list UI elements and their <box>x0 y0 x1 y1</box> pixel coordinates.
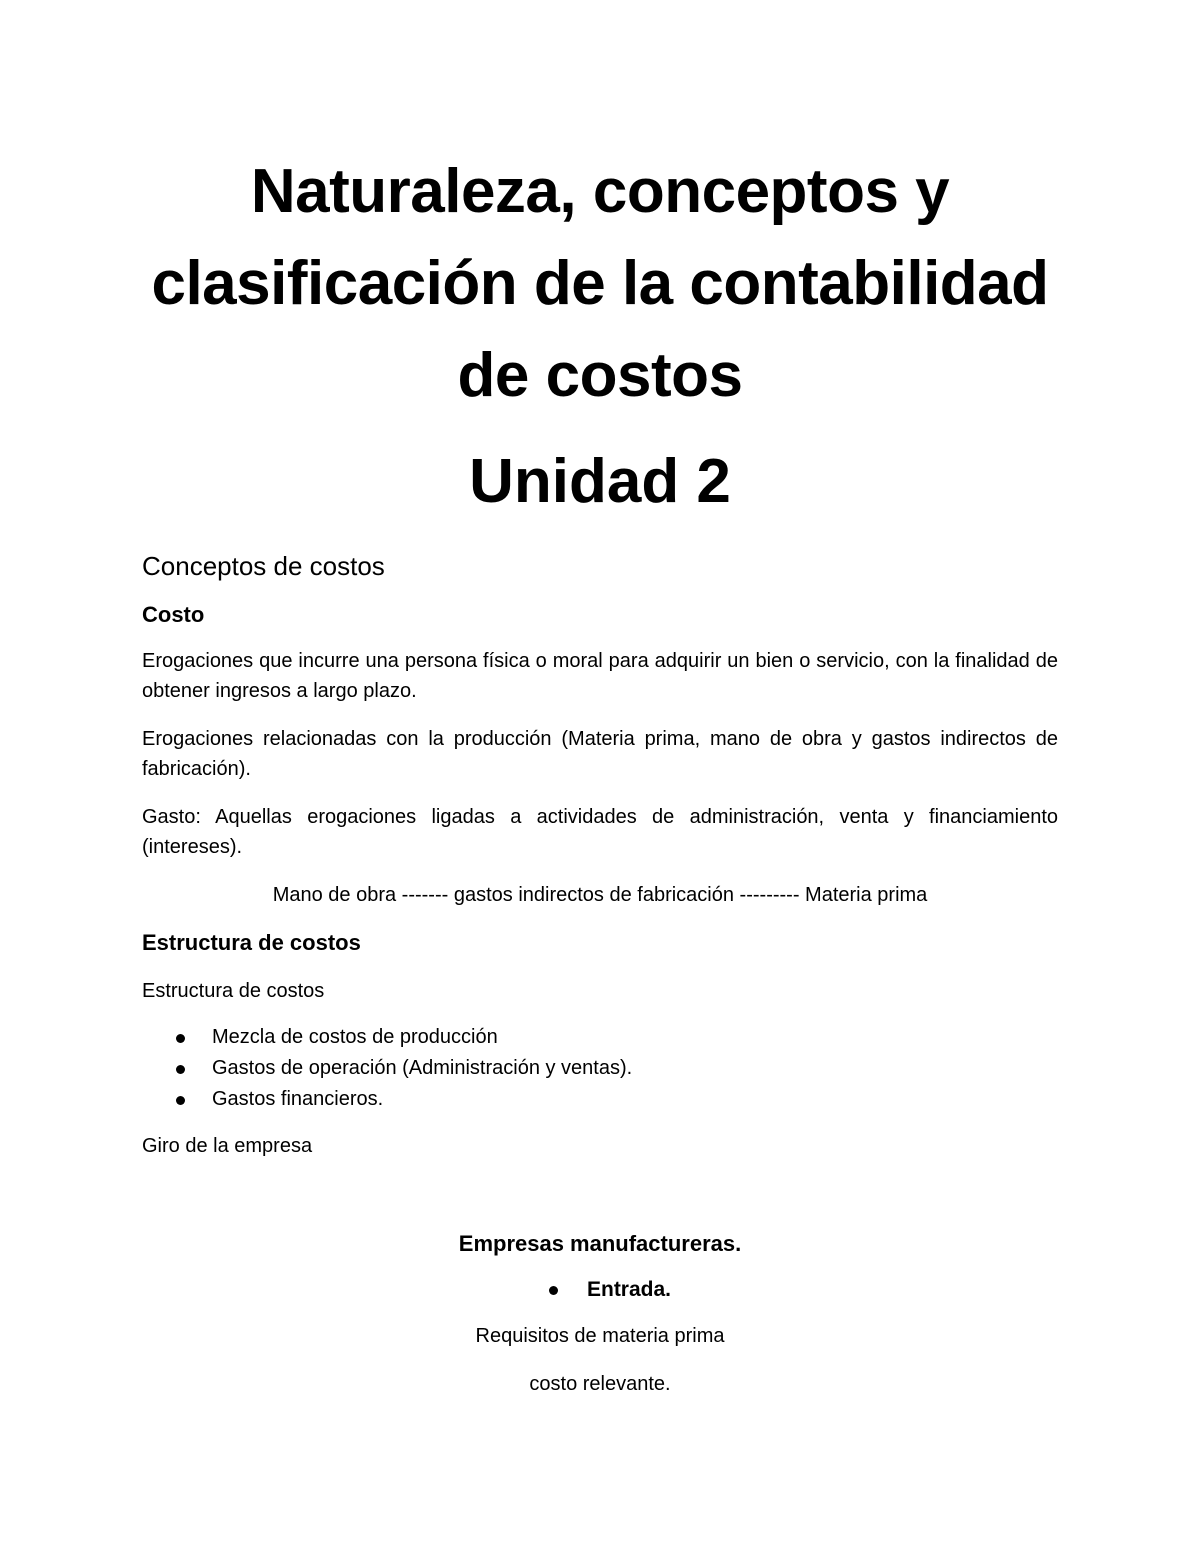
giro-text: Giro de la empresa <box>142 1135 313 1157</box>
title-line-1: Naturaleza, conceptos y <box>250 157 950 226</box>
unit-heading: Unidad 2 <box>469 447 731 516</box>
bullet-icon <box>549 1286 558 1295</box>
title-line-3: de costos <box>457 341 743 410</box>
list-item-text: Mezcla de costos de producción <box>212 1026 498 1048</box>
estructura-bullet-list <box>142 1022 1058 1115</box>
entrada-text: Entrada. <box>586 1278 672 1301</box>
entrada-bullet <box>549 1275 671 1305</box>
paragraph-produccion: Erogaciones relacionadas con la producción (Materia prima, mano de obra y gastos indirectos de fabricación). <box>142 728 1058 780</box>
estructura-subtitle: Estructura de costos <box>142 980 325 1002</box>
list-item-text: Gastos de operación (Administración y ventas). <box>212 1057 633 1079</box>
spacer <box>142 1177 1058 1229</box>
bullet-icon <box>176 1096 185 1105</box>
title-line-2: clasificación de la contabilidad <box>151 249 1049 318</box>
paragraph-costo-definition: Erogaciones que incurre una persona física o moral para adquirir un bien o servicio, con la finalidad de obtener ingresos a largo plazo. <box>142 650 1058 702</box>
estructura-heading: Estructura de costos <box>142 930 361 955</box>
requisitos-text: Requisitos de materia prima <box>475 1325 725 1347</box>
costo-heading: Costo <box>142 602 205 627</box>
list-item <box>142 1053 1058 1084</box>
list-item-text: Gastos financieros. <box>212 1088 384 1110</box>
document-body <box>142 548 1058 1417</box>
costo-relevante-text: costo relevante. <box>529 1373 671 1395</box>
concepts-heading: Conceptos de costos <box>142 551 385 581</box>
document-title <box>0 146 1200 422</box>
entrada-bullet-row <box>142 1275 1058 1305</box>
list-item <box>142 1084 1058 1115</box>
empresas-heading: Empresas manufactureras. <box>458 1231 742 1256</box>
bullet-icon <box>176 1065 185 1074</box>
flow-line: Mano de obra ------- gastos indirectos de fabricación --------- Materia prima <box>272 884 928 906</box>
paragraph-gasto: Gasto: Aquellas erogaciones ligadas a actividades de administración, venta y financiamiento (intereses). <box>142 806 1058 858</box>
bullet-icon <box>176 1034 185 1043</box>
list-item <box>142 1022 1058 1053</box>
